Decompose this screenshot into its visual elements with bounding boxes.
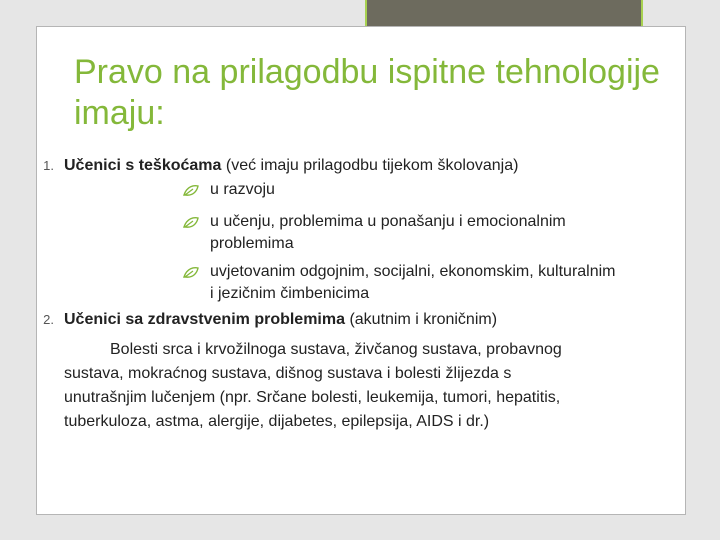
- paragraph-line-3: unutrašnjim lučenjem (npr. Srčane bolesti, leukemija, tumori, hepatitis,: [64, 389, 561, 406]
- sub-item-2: [210, 210, 720, 234]
- list-item-text: (akutnim i kroničnim): [345, 311, 498, 328]
- list-item-bold: Učenici s teškoćama: [64, 157, 222, 174]
- slide-title-line-2: imaju:: [74, 93, 165, 132]
- sub-item-line: i jezičnim čimbenicima: [210, 285, 370, 302]
- slide-title: [74, 52, 720, 134]
- paragraph-line-4: tuberkuloza, astma, alergije, dijabetes, epilepsija, AIDS i dr.): [64, 413, 490, 430]
- sub-item-line: u razvoju: [210, 181, 275, 198]
- slide-body: [0, 150, 720, 450]
- sub-item-2-continued: [210, 232, 720, 256]
- paragraph-line-2: sustava, mokraćnog sustava, dišnog sustava i bolesti žlijezda s: [64, 365, 512, 382]
- leaf-bullet-icon: [183, 216, 199, 229]
- list-number: 2.: [43, 312, 54, 327]
- list-item-bold: Učenici sa zdravstvenim problemima: [64, 311, 345, 328]
- leaf-bullet-icon: [183, 184, 199, 197]
- list-number: 1.: [43, 158, 54, 173]
- leaf-bullet-icon: [183, 266, 199, 279]
- list-item-1: [43, 154, 720, 178]
- list-item-2: [43, 308, 720, 332]
- sub-item-1: [210, 178, 720, 202]
- paragraph-line-1: Bolesti srca i krvožilnoga sustava, živčanog sustava, probavnog: [110, 341, 562, 358]
- list-item-text: (već imaju prilagodbu tijekom školovanja): [221, 157, 519, 174]
- slide-title-line-1: Pravo na prilagodbu ispitne tehnologije: [74, 53, 660, 91]
- sub-item-line: uvjetovanim odgojnim, socijalni, ekonomskim, kulturalnim: [210, 263, 616, 280]
- sub-item-line: problemima: [210, 235, 294, 252]
- sub-item-3-continued: [210, 282, 720, 306]
- sub-item-3: [210, 260, 720, 284]
- sub-item-line: u učenju, problemima u ponašanju i emocionalnim: [210, 213, 566, 230]
